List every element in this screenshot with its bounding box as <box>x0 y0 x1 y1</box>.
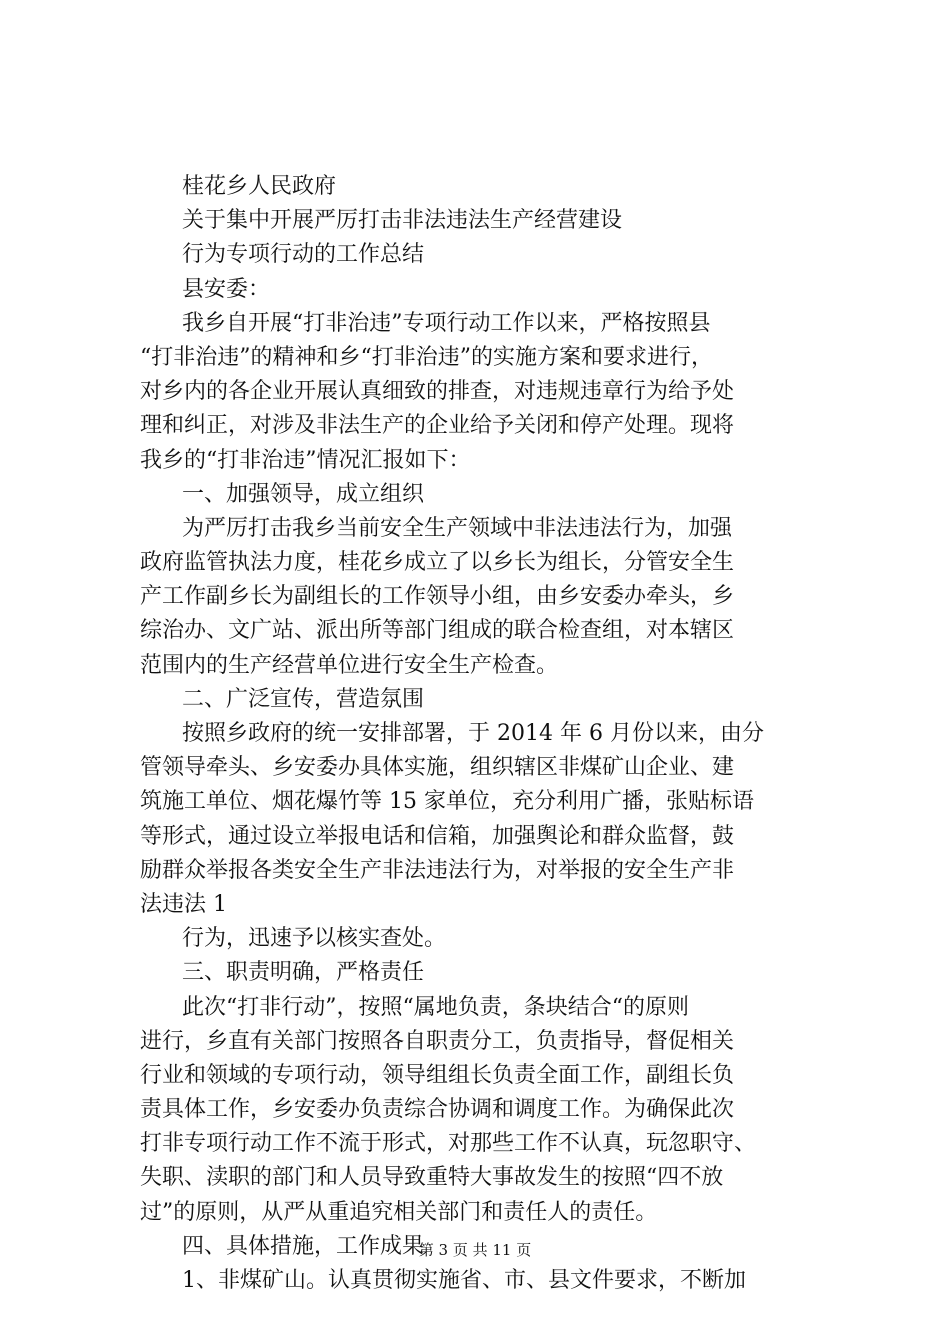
text-line: 范围内的生产经营单位进行安全生产检查。 <box>140 652 559 678</box>
text-line: “打非治违”的精神和乡“打非治违”的实施方案和要求进行， <box>140 344 713 370</box>
text-line: 1、非煤矿山。认真贯彻实施省、市、县文件要求，不断加 <box>182 1268 746 1293</box>
text-line: 我乡自开展“打非治违”专项行动工作以来，严格按照县 <box>182 310 711 336</box>
text-line: 过”的原则，从严从重追究相关部门和责任人的责任。 <box>140 1199 658 1225</box>
text-line: 产工作副乡长为副组长的工作领导小组，由乡安委办牵头，乡 <box>140 584 735 610</box>
text-line: 政府监管执法力度，桂花乡成立了以乡长为组长，分管安全生 <box>140 550 735 576</box>
text-line: 筑施工单位、烟花爆竹等 15 家单位，充分利用广播，张贴标语 <box>140 789 754 815</box>
text-line: 法违法 1 <box>140 891 227 917</box>
text-line: 二、广泛宣传，营造氛围 <box>182 686 425 712</box>
text-line: 行为专项行动的工作总结 <box>182 242 425 268</box>
text-line: 桂花乡人民政府 <box>182 174 337 199</box>
text-line: 理和纠正，对涉及非法生产的企业给予关闭和停产处理。现将 <box>140 413 735 439</box>
text-line: 打非专项行动工作不流于形式，对那些工作不认真，玩忽职守、 <box>140 1131 757 1157</box>
document-body <box>140 170 840 1298</box>
text-line: 四、具体措施，工作成果 <box>182 1233 425 1259</box>
text-line: 等形式，通过设立举报电话和信箱，加强舆论和群众监督，鼓 <box>140 823 735 849</box>
text-line: 一、加强领导，成立组织 <box>182 481 425 507</box>
text-line: 三、职责明确，严格责任 <box>182 960 425 986</box>
text-line: 此次“打非行动”，按照“属地负责，条块结合“的原则 <box>182 994 689 1020</box>
text-line: 关于集中开展严厉打击非法违法生产经营建设 <box>182 208 623 234</box>
text-line: 管领导牵头、乡安委办具体实施，组织辖区非煤矿山企业、建 <box>140 755 735 781</box>
page-footer: 第 3 页 共 11 页 <box>418 1241 532 1259</box>
text-line: 行业和领域的专项行动，领导组组长负责全面工作，副组长负 <box>140 1062 735 1088</box>
text-line: 按照乡政府的统一安排部署，于 2014 年 6 月份以来，由分 <box>182 721 764 746</box>
text-line: 失职、渎职的部门和人员导致重特大事故发生的按照“四不放 <box>140 1165 724 1191</box>
text-line: 县安委： <box>182 276 271 302</box>
text-line: 综治办、文广站、派出所等部门组成的联合检查组，对本辖区 <box>140 618 735 644</box>
text-line: 为严厉打击我乡当前安全生产领域中非法违法行为，加强 <box>182 515 733 541</box>
text-line: 行为，迅速予以核实查处。 <box>182 926 447 952</box>
text-line: 责具体工作，乡安委办负责综合协调和调度工作。为确保此次 <box>140 1097 735 1123</box>
text-line: 对乡内的各企业开展认真细致的排查，对违规违章行为给予处 <box>140 379 735 405</box>
text-line: 励群众举报各类安全生产非法违法行为，对举报的安全生产非 <box>140 857 735 883</box>
text-line: 进行，乡直有关部门按照各自职责分工，负责指导，督促相关 <box>140 1028 735 1054</box>
text-line: 我乡的“打非治违”情况汇报如下： <box>140 447 471 473</box>
